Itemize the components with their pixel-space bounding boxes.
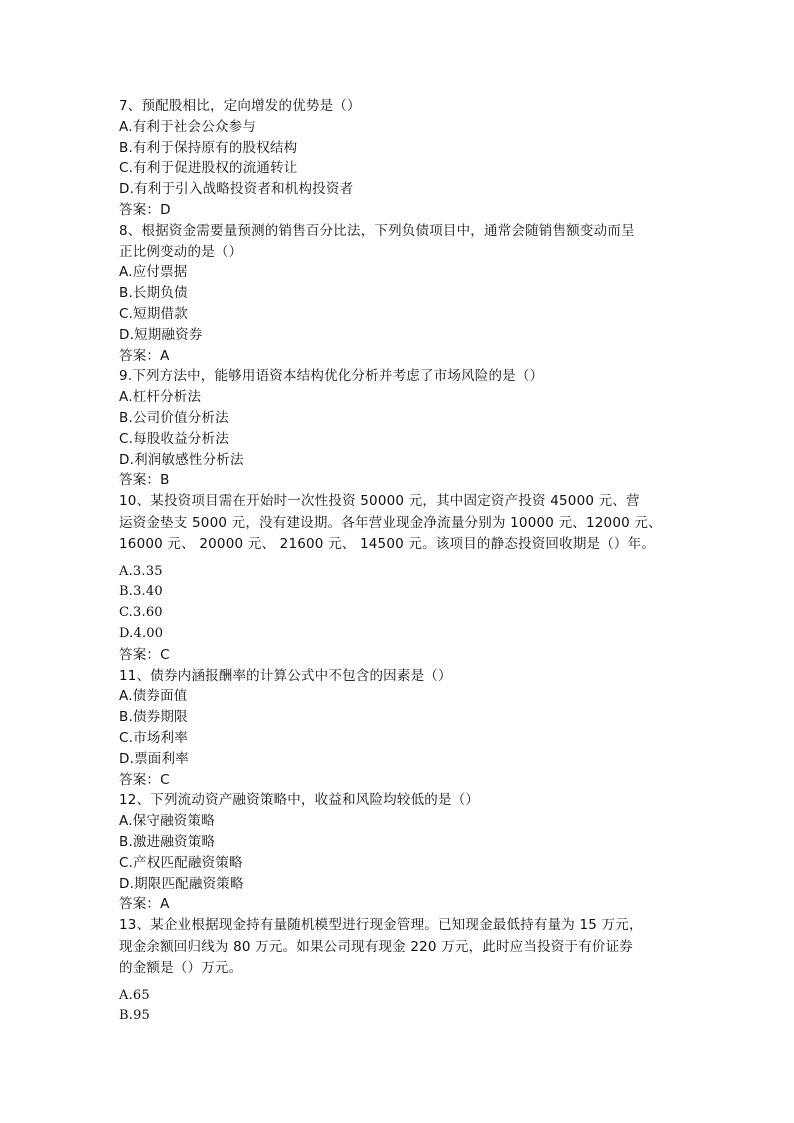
- option-d: D.期限匹配融资策略: [119, 875, 244, 892]
- question-stem-continued: 运资金垫支 5000 元，没有建设期。各年营业现金净流量分别为 10000 元、12000 元、: [119, 514, 662, 531]
- option-d: D.4.00: [119, 626, 164, 642]
- question-stem: 11、债券内涵报酬率的计算公式中不包含的因素是（）: [119, 667, 452, 684]
- question-stem: 13、某企业根据现金持有量随机模型进行现金管理。已知现金最低持有量为 15 万元，: [119, 917, 643, 934]
- question-11: [119, 666, 699, 791]
- option-a: A.3.35: [119, 563, 163, 579]
- option-a: A.债券面值: [119, 688, 188, 705]
- question-stem: 9.下列方法中，能够用语资本结构优化分析并考虑了市场风险的是（）: [119, 368, 544, 385]
- answer-line: 答案：A: [119, 896, 170, 913]
- answer-line: 答案：C: [119, 646, 170, 663]
- option-c: C.有利于促进股权的流通转让: [119, 160, 298, 177]
- option-c: C.市场利率: [119, 730, 188, 747]
- question-stem-continued: 现金余额回归线为 80 万元。如果公司现有现金 220 万元，此时应当投资于有价证券: [119, 938, 634, 955]
- option-d: D.短期融资券: [119, 326, 203, 343]
- question-9: [119, 366, 699, 491]
- option-d: D.利润敏感性分析法: [119, 451, 244, 468]
- question-stem-continued: 的金额是（）万元。: [119, 960, 243, 977]
- option-b: B.债券期限: [119, 709, 188, 726]
- option-c: C.产权匹配融资策略: [119, 854, 243, 871]
- answer-line: 答案：D: [119, 201, 171, 218]
- question-12: [119, 790, 699, 915]
- question-8: [119, 221, 699, 367]
- option-a: A.65: [119, 987, 150, 1003]
- answer-line: 答案：B: [119, 472, 170, 489]
- question-stem: 7、预配股相比，定向增发的优势是（）: [119, 98, 361, 114]
- question-13: [119, 915, 699, 1027]
- option-a: A.保守融资策略: [119, 813, 215, 830]
- option-b: B.有利于保持原有的股权结构: [119, 139, 298, 156]
- question-stem: 12、下列流动资产融资策略中，收益和风险均较低的是（）: [119, 792, 480, 809]
- question-10: [119, 491, 699, 665]
- option-c: C.3.60: [119, 605, 163, 621]
- question-stem: 10、某投资项目需在开始时一次性投资 50000 元，其中固定资产投资 45000 元、营: [119, 493, 640, 510]
- question-7: [119, 96, 699, 221]
- option-a: A.应付票据: [119, 264, 188, 281]
- question-stem-continued: 正比例变动的是（）: [119, 243, 243, 260]
- answer-line: 答案：A: [119, 347, 170, 364]
- answer-line: 答案：C: [119, 771, 170, 788]
- option-b: B.公司价值分析法: [119, 409, 229, 426]
- option-b: B.3.40: [119, 584, 163, 600]
- option-c: C.每股收益分析法: [119, 430, 230, 447]
- question-stem-continued: 16000 元、 20000 元、 21600 元、 14500 元。该项目的静态投资回收期是（）年。: [119, 536, 656, 553]
- option-a: A.有利于社会公众参与: [119, 118, 256, 135]
- option-b: B.激进融资策略: [119, 834, 216, 850]
- option-b: B.95: [119, 1008, 151, 1024]
- option-d: D.有利于引入战略投资者和机构投资者: [119, 181, 354, 198]
- option-b: B.长期负债: [119, 285, 188, 302]
- option-c: C.短期借款: [119, 305, 188, 322]
- option-a: A.杠杆分析法: [119, 389, 202, 406]
- question-stem: 8、根据资金需要量预测的销售百分比法，下列负债项目中，通常会随销售额变动而呈: [119, 222, 635, 239]
- option-d: D.票面利率: [119, 750, 189, 767]
- document-page: [119, 96, 699, 1027]
